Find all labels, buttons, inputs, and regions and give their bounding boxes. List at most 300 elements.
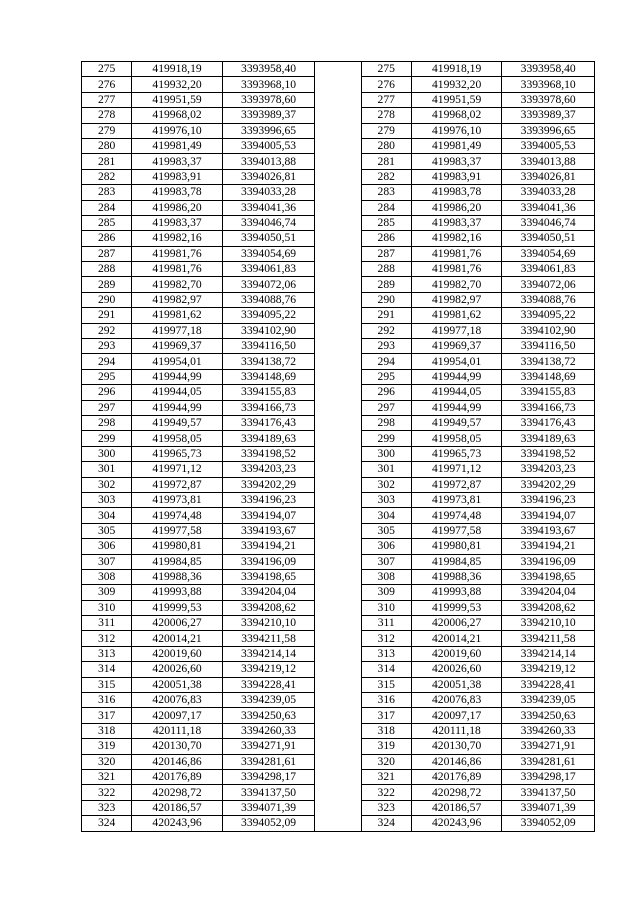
left-x-coordinate-cell: 419968,02	[132, 108, 223, 123]
column-gap-cell	[315, 308, 361, 323]
right-point-number-cell: 292	[361, 323, 411, 338]
table-row	[82, 585, 595, 600]
left-y-coordinate-cell: 3394250,63	[222, 708, 315, 723]
column-gap-cell	[315, 800, 361, 815]
table-row	[82, 62, 595, 77]
right-y-coordinate-cell: 3394260,33	[502, 723, 595, 738]
right-point-number-cell: 283	[361, 185, 411, 200]
right-point-number-cell: 290	[361, 292, 411, 307]
table-row	[82, 400, 595, 415]
right-x-coordinate-cell: 419986,20	[411, 200, 502, 215]
column-gap-cell	[315, 77, 361, 92]
left-y-coordinate-cell: 3394196,09	[222, 554, 315, 569]
right-y-coordinate-cell: 3394148,69	[502, 369, 595, 384]
left-point-number-cell: 293	[82, 339, 132, 354]
table-row	[82, 385, 595, 400]
right-x-coordinate-cell: 419977,18	[411, 323, 502, 338]
table-row	[82, 369, 595, 384]
left-x-coordinate-cell: 419993,88	[132, 585, 223, 600]
left-y-coordinate-cell: 3394214,14	[222, 646, 315, 661]
right-x-coordinate-cell: 419944,99	[411, 369, 502, 384]
table-row	[82, 462, 595, 477]
table-row	[82, 185, 595, 200]
right-point-number-cell: 301	[361, 462, 411, 477]
left-y-coordinate-cell: 3394071,39	[222, 800, 315, 815]
left-y-coordinate-cell: 3394211,58	[222, 631, 315, 646]
column-gap-cell	[315, 462, 361, 477]
right-x-coordinate-cell: 419983,78	[411, 185, 502, 200]
table-row	[82, 539, 595, 554]
left-x-coordinate-cell: 419981,49	[132, 138, 223, 153]
right-x-coordinate-cell: 419974,48	[411, 508, 502, 523]
right-x-coordinate-cell: 419949,57	[411, 415, 502, 430]
left-x-coordinate-cell: 419983,78	[132, 185, 223, 200]
left-point-number-cell: 279	[82, 123, 132, 138]
right-y-coordinate-cell: 3394046,74	[502, 215, 595, 230]
right-x-coordinate-cell: 420298,72	[411, 785, 502, 800]
right-point-number-cell: 287	[361, 246, 411, 261]
left-point-number-cell: 297	[82, 400, 132, 415]
left-y-coordinate-cell: 3394052,09	[222, 816, 315, 831]
left-y-coordinate-cell: 3394239,05	[222, 693, 315, 708]
column-gap-cell	[315, 123, 361, 138]
left-y-coordinate-cell: 3394137,50	[222, 785, 315, 800]
right-y-coordinate-cell: 3394196,09	[502, 554, 595, 569]
left-point-number-cell: 319	[82, 739, 132, 754]
column-gap-cell	[315, 816, 361, 831]
right-y-coordinate-cell: 3394211,58	[502, 631, 595, 646]
left-y-coordinate-cell: 3394194,21	[222, 539, 315, 554]
right-y-coordinate-cell: 3394198,52	[502, 446, 595, 461]
left-y-coordinate-cell: 3394198,65	[222, 569, 315, 584]
left-x-coordinate-cell: 419972,87	[132, 477, 223, 492]
left-point-number-cell: 276	[82, 77, 132, 92]
left-point-number-cell: 306	[82, 539, 132, 554]
right-y-coordinate-cell: 3394202,29	[502, 477, 595, 492]
column-gap-cell	[315, 646, 361, 661]
column-gap-cell	[315, 339, 361, 354]
left-x-coordinate-cell: 420014,21	[132, 631, 223, 646]
left-point-number-cell: 318	[82, 723, 132, 738]
left-x-coordinate-cell: 420130,70	[132, 739, 223, 754]
left-x-coordinate-cell: 420176,89	[132, 769, 223, 784]
left-y-coordinate-cell: 3393958,40	[222, 62, 315, 77]
right-x-coordinate-cell: 420006,27	[411, 616, 502, 631]
right-point-number-cell: 300	[361, 446, 411, 461]
right-x-coordinate-cell: 419973,81	[411, 492, 502, 507]
left-x-coordinate-cell: 419976,10	[132, 123, 223, 138]
right-y-coordinate-cell: 3394026,81	[502, 169, 595, 184]
table-row	[82, 769, 595, 784]
right-x-coordinate-cell: 420111,18	[411, 723, 502, 738]
right-x-coordinate-cell: 419983,37	[411, 154, 502, 169]
column-gap-cell	[315, 539, 361, 554]
right-point-number-cell: 294	[361, 354, 411, 369]
table-row	[82, 169, 595, 184]
right-point-number-cell: 293	[361, 339, 411, 354]
left-x-coordinate-cell: 420019,60	[132, 646, 223, 661]
left-y-coordinate-cell: 3394204,04	[222, 585, 315, 600]
right-point-number-cell: 279	[361, 123, 411, 138]
right-y-coordinate-cell: 3394116,50	[502, 339, 595, 354]
left-x-coordinate-cell: 419949,57	[132, 415, 223, 430]
table-row	[82, 754, 595, 769]
column-gap-cell	[315, 616, 361, 631]
left-point-number-cell: 275	[82, 62, 132, 77]
left-y-coordinate-cell: 3394281,61	[222, 754, 315, 769]
right-y-coordinate-cell: 3394013,88	[502, 154, 595, 169]
right-x-coordinate-cell: 419993,88	[411, 585, 502, 600]
left-x-coordinate-cell: 420243,96	[132, 816, 223, 831]
right-y-coordinate-cell: 3394239,05	[502, 693, 595, 708]
right-point-number-cell: 275	[361, 62, 411, 77]
right-y-coordinate-cell: 3394196,23	[502, 492, 595, 507]
left-y-coordinate-cell: 3394155,83	[222, 385, 315, 400]
table-row	[82, 431, 595, 446]
left-y-coordinate-cell: 3394061,83	[222, 262, 315, 277]
left-y-coordinate-cell: 3394198,52	[222, 446, 315, 461]
right-x-coordinate-cell: 419969,37	[411, 339, 502, 354]
right-y-coordinate-cell: 3394271,91	[502, 739, 595, 754]
right-y-coordinate-cell: 3394204,04	[502, 585, 595, 600]
left-x-coordinate-cell: 419969,37	[132, 339, 223, 354]
left-y-coordinate-cell: 3394189,63	[222, 431, 315, 446]
left-point-number-cell: 321	[82, 769, 132, 784]
table-row	[82, 215, 595, 230]
left-y-coordinate-cell: 3394050,51	[222, 231, 315, 246]
table-row	[82, 354, 595, 369]
left-point-number-cell: 292	[82, 323, 132, 338]
column-gap-cell	[315, 323, 361, 338]
table-row	[82, 339, 595, 354]
right-y-coordinate-cell: 3394194,07	[502, 508, 595, 523]
right-x-coordinate-cell: 419981,49	[411, 138, 502, 153]
right-y-coordinate-cell: 3394198,65	[502, 569, 595, 584]
left-y-coordinate-cell: 3394148,69	[222, 369, 315, 384]
left-point-number-cell: 294	[82, 354, 132, 369]
table-row	[82, 138, 595, 153]
column-gap-cell	[315, 492, 361, 507]
table-row	[82, 677, 595, 692]
right-y-coordinate-cell: 3394193,67	[502, 523, 595, 538]
column-gap-cell	[315, 231, 361, 246]
right-point-number-cell: 299	[361, 431, 411, 446]
left-point-number-cell: 285	[82, 215, 132, 230]
right-point-number-cell: 317	[361, 708, 411, 723]
column-gap-cell	[315, 785, 361, 800]
table-row	[82, 231, 595, 246]
right-point-number-cell: 286	[361, 231, 411, 246]
right-x-coordinate-cell: 420243,96	[411, 816, 502, 831]
left-point-number-cell: 310	[82, 600, 132, 615]
left-x-coordinate-cell: 420026,60	[132, 662, 223, 677]
right-x-coordinate-cell: 419982,97	[411, 292, 502, 307]
right-y-coordinate-cell: 3394137,50	[502, 785, 595, 800]
right-y-coordinate-cell: 3394214,14	[502, 646, 595, 661]
right-point-number-cell: 282	[361, 169, 411, 184]
right-point-number-cell: 319	[361, 739, 411, 754]
table-row	[82, 816, 595, 831]
left-point-number-cell: 287	[82, 246, 132, 261]
left-x-coordinate-cell: 419951,59	[132, 92, 223, 107]
right-y-coordinate-cell: 3394210,10	[502, 616, 595, 631]
table-row	[82, 92, 595, 107]
right-x-coordinate-cell: 419983,37	[411, 215, 502, 230]
table-row	[82, 77, 595, 92]
right-point-number-cell: 315	[361, 677, 411, 692]
left-point-number-cell: 309	[82, 585, 132, 600]
left-point-number-cell: 290	[82, 292, 132, 307]
right-point-number-cell: 291	[361, 308, 411, 323]
column-gap-cell	[315, 523, 361, 538]
left-x-coordinate-cell: 419981,76	[132, 246, 223, 261]
right-y-coordinate-cell: 3394088,76	[502, 292, 595, 307]
left-x-coordinate-cell: 419918,19	[132, 62, 223, 77]
table-row	[82, 200, 595, 215]
right-y-coordinate-cell: 3394071,39	[502, 800, 595, 815]
left-x-coordinate-cell: 420097,17	[132, 708, 223, 723]
right-point-number-cell: 304	[361, 508, 411, 523]
left-y-coordinate-cell: 3394203,23	[222, 462, 315, 477]
right-y-coordinate-cell: 3393958,40	[502, 62, 595, 77]
right-x-coordinate-cell: 420186,57	[411, 800, 502, 815]
column-gap-cell	[315, 138, 361, 153]
left-x-coordinate-cell: 419971,12	[132, 462, 223, 477]
column-gap-cell	[315, 154, 361, 169]
left-y-coordinate-cell: 3394219,12	[222, 662, 315, 677]
right-y-coordinate-cell: 3394228,41	[502, 677, 595, 692]
left-point-number-cell: 301	[82, 462, 132, 477]
left-point-number-cell: 281	[82, 154, 132, 169]
right-point-number-cell: 316	[361, 693, 411, 708]
right-y-coordinate-cell: 3394041,36	[502, 200, 595, 215]
column-gap-cell	[315, 277, 361, 292]
left-point-number-cell: 312	[82, 631, 132, 646]
left-y-coordinate-cell: 3393989,37	[222, 108, 315, 123]
right-x-coordinate-cell: 419981,76	[411, 246, 502, 261]
column-gap-cell	[315, 585, 361, 600]
left-x-coordinate-cell: 419983,37	[132, 154, 223, 169]
left-point-number-cell: 283	[82, 185, 132, 200]
left-x-coordinate-cell: 420186,57	[132, 800, 223, 815]
left-y-coordinate-cell: 3394260,33	[222, 723, 315, 738]
right-x-coordinate-cell: 419980,81	[411, 539, 502, 554]
right-point-number-cell: 297	[361, 400, 411, 415]
table-row	[82, 662, 595, 677]
left-y-coordinate-cell: 3394102,90	[222, 323, 315, 338]
left-point-number-cell: 296	[82, 385, 132, 400]
left-y-coordinate-cell: 3394208,62	[222, 600, 315, 615]
coordinates-table	[81, 61, 595, 832]
column-gap-cell	[315, 215, 361, 230]
column-gap-cell	[315, 723, 361, 738]
table-row	[82, 123, 595, 138]
right-point-number-cell: 318	[361, 723, 411, 738]
column-gap-cell	[315, 631, 361, 646]
right-x-coordinate-cell: 419944,05	[411, 385, 502, 400]
left-y-coordinate-cell: 3394210,10	[222, 616, 315, 631]
right-point-number-cell: 276	[361, 77, 411, 92]
left-x-coordinate-cell: 419984,85	[132, 554, 223, 569]
column-gap-cell	[315, 246, 361, 261]
left-y-coordinate-cell: 3393996,65	[222, 123, 315, 138]
table-row	[82, 631, 595, 646]
right-x-coordinate-cell: 420076,83	[411, 693, 502, 708]
table-row	[82, 477, 595, 492]
left-y-coordinate-cell: 3394005,53	[222, 138, 315, 153]
right-point-number-cell: 321	[361, 769, 411, 784]
left-point-number-cell: 300	[82, 446, 132, 461]
right-point-number-cell: 309	[361, 585, 411, 600]
left-point-number-cell: 311	[82, 616, 132, 631]
right-x-coordinate-cell: 419988,36	[411, 569, 502, 584]
table-row	[82, 569, 595, 584]
column-gap-cell	[315, 92, 361, 107]
left-x-coordinate-cell: 419981,62	[132, 308, 223, 323]
left-point-number-cell: 313	[82, 646, 132, 661]
left-x-coordinate-cell: 419977,18	[132, 323, 223, 338]
right-point-number-cell: 311	[361, 616, 411, 631]
right-y-coordinate-cell: 3394203,23	[502, 462, 595, 477]
table-row	[82, 739, 595, 754]
right-point-number-cell: 295	[361, 369, 411, 384]
left-x-coordinate-cell: 419999,53	[132, 600, 223, 615]
left-x-coordinate-cell: 419932,20	[132, 77, 223, 92]
left-point-number-cell: 305	[82, 523, 132, 538]
right-x-coordinate-cell: 420130,70	[411, 739, 502, 754]
table-row	[82, 693, 595, 708]
table-row	[82, 292, 595, 307]
left-y-coordinate-cell: 3394072,06	[222, 277, 315, 292]
right-point-number-cell: 314	[361, 662, 411, 677]
right-point-number-cell: 278	[361, 108, 411, 123]
right-point-number-cell: 280	[361, 138, 411, 153]
right-y-coordinate-cell: 3393996,65	[502, 123, 595, 138]
left-point-number-cell: 315	[82, 677, 132, 692]
left-y-coordinate-cell: 3394196,23	[222, 492, 315, 507]
column-gap-cell	[315, 415, 361, 430]
right-point-number-cell: 310	[361, 600, 411, 615]
table-row	[82, 446, 595, 461]
left-point-number-cell: 308	[82, 569, 132, 584]
right-x-coordinate-cell: 420176,89	[411, 769, 502, 784]
right-x-coordinate-cell: 419971,12	[411, 462, 502, 477]
left-x-coordinate-cell: 420076,83	[132, 693, 223, 708]
left-x-coordinate-cell: 419965,73	[132, 446, 223, 461]
left-y-coordinate-cell: 3394013,88	[222, 154, 315, 169]
right-point-number-cell: 288	[361, 262, 411, 277]
right-y-coordinate-cell: 3393968,10	[502, 77, 595, 92]
table-row	[82, 708, 595, 723]
left-point-number-cell: 320	[82, 754, 132, 769]
left-point-number-cell: 282	[82, 169, 132, 184]
column-gap-cell	[315, 185, 361, 200]
left-point-number-cell: 302	[82, 477, 132, 492]
left-y-coordinate-cell: 3393968,10	[222, 77, 315, 92]
left-x-coordinate-cell: 420111,18	[132, 723, 223, 738]
table-row	[82, 523, 595, 538]
column-gap-cell	[315, 431, 361, 446]
right-y-coordinate-cell: 3394176,43	[502, 415, 595, 430]
left-point-number-cell: 317	[82, 708, 132, 723]
left-x-coordinate-cell: 419983,37	[132, 215, 223, 230]
left-point-number-cell: 286	[82, 231, 132, 246]
right-y-coordinate-cell: 3394061,83	[502, 262, 595, 277]
column-gap-cell	[315, 400, 361, 415]
left-x-coordinate-cell: 419954,01	[132, 354, 223, 369]
left-point-number-cell: 324	[82, 816, 132, 831]
column-gap-cell	[315, 739, 361, 754]
right-x-coordinate-cell: 420019,60	[411, 646, 502, 661]
right-y-coordinate-cell: 3394005,53	[502, 138, 595, 153]
left-y-coordinate-cell: 3394026,81	[222, 169, 315, 184]
right-point-number-cell: 308	[361, 569, 411, 584]
column-gap-cell	[315, 385, 361, 400]
table-row	[82, 800, 595, 815]
right-point-number-cell: 307	[361, 554, 411, 569]
table-row	[82, 246, 595, 261]
table-row	[82, 108, 595, 123]
left-y-coordinate-cell: 3394271,91	[222, 739, 315, 754]
coordinates-table-body	[82, 62, 595, 832]
right-point-number-cell: 289	[361, 277, 411, 292]
right-y-coordinate-cell: 3394219,12	[502, 662, 595, 677]
table-row	[82, 723, 595, 738]
right-y-coordinate-cell: 3394194,21	[502, 539, 595, 554]
left-x-coordinate-cell: 419981,76	[132, 262, 223, 277]
right-x-coordinate-cell: 419981,76	[411, 262, 502, 277]
left-point-number-cell: 288	[82, 262, 132, 277]
right-x-coordinate-cell: 419984,85	[411, 554, 502, 569]
right-y-coordinate-cell: 3393978,60	[502, 92, 595, 107]
table-row	[82, 323, 595, 338]
left-y-coordinate-cell: 3394054,69	[222, 246, 315, 261]
right-point-number-cell: 277	[361, 92, 411, 107]
left-point-number-cell: 280	[82, 138, 132, 153]
column-gap-cell	[315, 569, 361, 584]
left-point-number-cell: 303	[82, 492, 132, 507]
column-gap-cell	[315, 508, 361, 523]
right-x-coordinate-cell: 420097,17	[411, 708, 502, 723]
left-x-coordinate-cell: 420006,27	[132, 616, 223, 631]
left-y-coordinate-cell: 3394116,50	[222, 339, 315, 354]
left-y-coordinate-cell: 3394166,73	[222, 400, 315, 415]
left-x-coordinate-cell: 419944,99	[132, 369, 223, 384]
column-gap-cell	[315, 477, 361, 492]
table-row	[82, 554, 595, 569]
left-x-coordinate-cell: 419974,48	[132, 508, 223, 523]
right-point-number-cell: 305	[361, 523, 411, 538]
right-point-number-cell: 285	[361, 215, 411, 230]
right-x-coordinate-cell: 420146,86	[411, 754, 502, 769]
right-y-coordinate-cell: 3394095,22	[502, 308, 595, 323]
right-y-coordinate-cell: 3394102,90	[502, 323, 595, 338]
table-row	[82, 262, 595, 277]
right-x-coordinate-cell: 419972,87	[411, 477, 502, 492]
right-x-coordinate-cell: 419951,59	[411, 92, 502, 107]
left-y-coordinate-cell: 3394202,29	[222, 477, 315, 492]
table-row	[82, 600, 595, 615]
right-point-number-cell: 313	[361, 646, 411, 661]
left-point-number-cell: 304	[82, 508, 132, 523]
right-y-coordinate-cell: 3393989,37	[502, 108, 595, 123]
column-gap-cell	[315, 554, 361, 569]
column-gap-cell	[315, 446, 361, 461]
right-y-coordinate-cell: 3394072,06	[502, 277, 595, 292]
left-y-coordinate-cell: 3394138,72	[222, 354, 315, 369]
column-gap-cell	[315, 600, 361, 615]
left-y-coordinate-cell: 3394228,41	[222, 677, 315, 692]
